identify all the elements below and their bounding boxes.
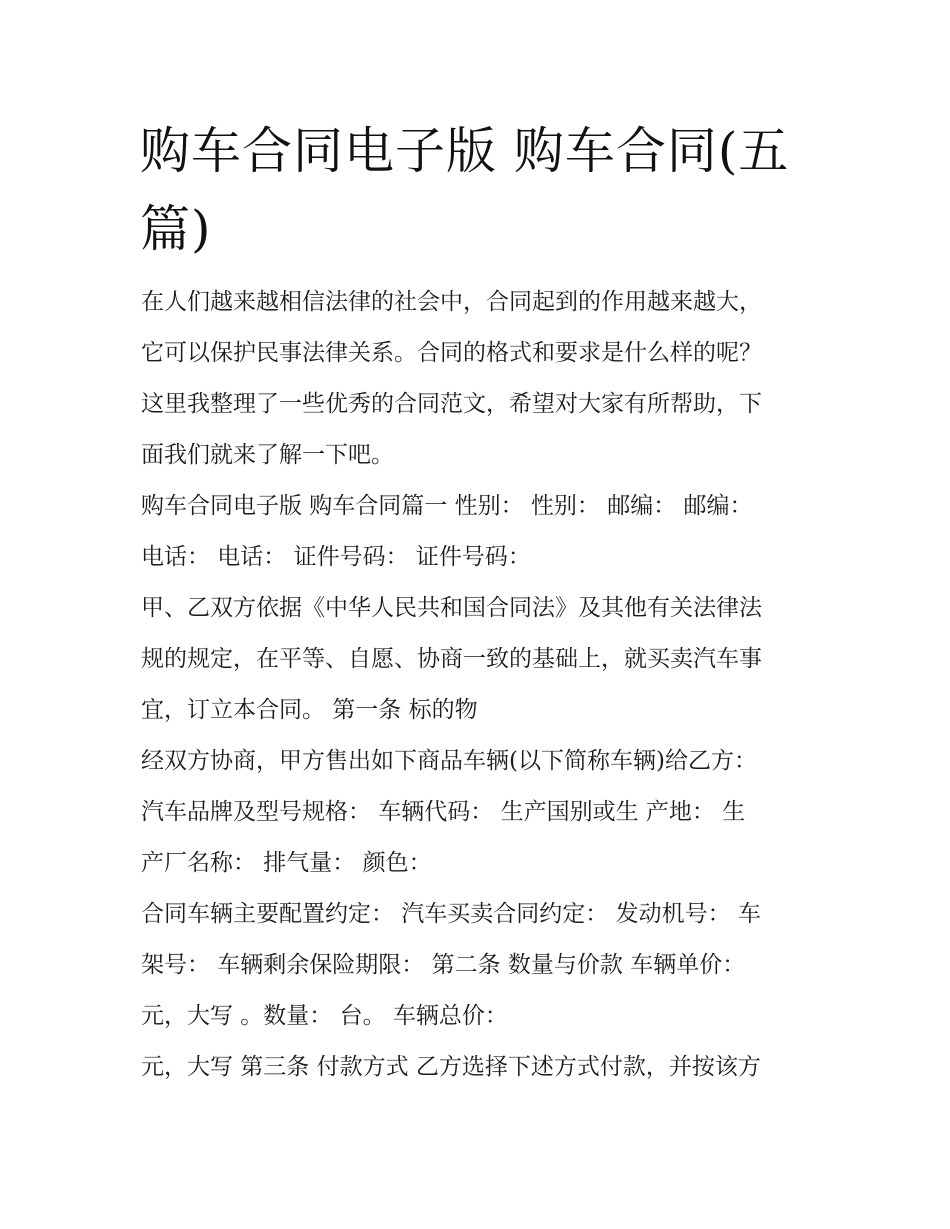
document-body — [141, 277, 831, 1093]
paragraph-vehicle-info — [141, 736, 831, 889]
text-line: 甲、乙双方依据《中华人民共和国合同法》及其他有关法律法 — [141, 595, 762, 621]
title-line: 篇) — [140, 200, 212, 258]
paragraph-configuration — [141, 889, 831, 1042]
paragraph-legal-basis — [141, 583, 831, 736]
text-line: 经双方协商，甲方售出如下商品车辆(以下简称车辆)给乙方： — [141, 748, 757, 774]
text-line: 元，大写 第三条 付款方式 乙方选择下述方式付款，并按该方 — [141, 1054, 761, 1080]
text-line: 宜，订立本合同。 第一条 标的物 — [141, 697, 478, 723]
document-title — [140, 112, 820, 268]
text-line: 架号： 车辆剩余保险期限： 第二条 数量与价款 车辆单价： — [141, 952, 746, 978]
paragraph-payment — [141, 1042, 831, 1093]
text-line: 购车合同电子版 购车合同篇一 性别： 性别： 邮编： 邮编： — [141, 493, 753, 519]
text-line: 它可以保护民事法律关系。合同的格式和要求是什么样的呢？ — [141, 340, 762, 366]
text-line: 电话： 电话： 证件号码： 证件号码： — [141, 544, 531, 570]
paragraph-intro — [141, 277, 831, 481]
text-line: 这里我整理了一些优秀的合同范文，希望对大家有所帮助，下 — [141, 391, 762, 417]
text-line: 产厂名称： 排气量： 颜色： — [141, 850, 432, 876]
paragraph-party-info — [141, 481, 831, 583]
text-line: 汽车品牌及型号规格： 车辆代码： 生产国别或生 产地： 生 — [141, 799, 746, 825]
text-line: 元，大写 。数量： 台。 车辆总价： — [141, 1003, 508, 1029]
text-line: 在人们越来越相信法律的社会中，合同起到的作用越来越大， — [141, 289, 762, 315]
text-line: 合同车辆主要配置约定： 汽车买卖合同约定： 发动机号： 车 — [141, 901, 761, 927]
text-line: 规的规定，在平等、自愿、协商一致的基础上，就买卖汽车事 — [141, 646, 762, 672]
title-line: 购车合同电子版 购车合同(五 — [140, 122, 790, 180]
text-line: 面我们就来了解一下吧。 — [141, 442, 394, 468]
